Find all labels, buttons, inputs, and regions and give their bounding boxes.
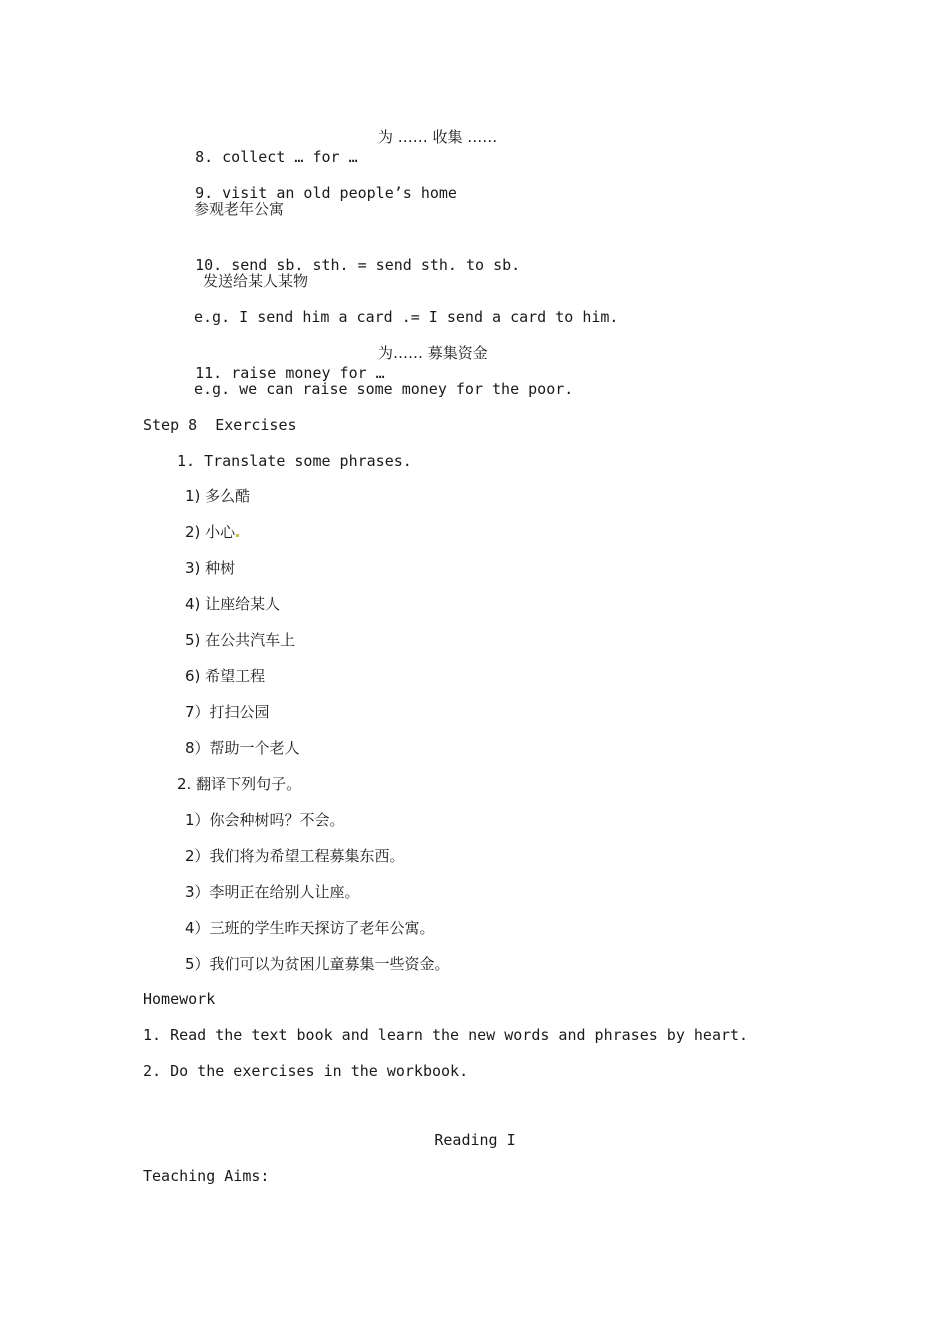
phrase-number: 8. xyxy=(195,148,214,166)
phrase-example: e.g. I send him a card .= I send a card to him. xyxy=(194,308,619,326)
phrase-english: raise money for … xyxy=(231,364,385,382)
exercise-item: 8）帮助一个老人 xyxy=(185,739,300,757)
homework-item: 1. Read the text book and learn the new words and phrases by heart. xyxy=(143,1026,749,1044)
phrase-10 xyxy=(177,235,520,275)
exercise-item: 6) 希望工程 xyxy=(185,667,266,685)
exercise-item: 5) 在公共汽车上 xyxy=(185,631,296,649)
phrase-number: 10. xyxy=(195,256,223,274)
sentence-item: 5）我们可以为贫困儿童募集一些资金。 xyxy=(185,955,450,973)
phrase-11 xyxy=(177,343,385,383)
phrase-english: collect … for … xyxy=(222,148,358,166)
exercise-item: 2) 小心 xyxy=(185,522,240,542)
exercise-item: 1) 多么酷 xyxy=(185,487,251,505)
exercise-1-title: 1. Translate some phrases. xyxy=(177,452,412,470)
phrase-chinese: 发送给某人某物 xyxy=(203,272,309,290)
phrase-9 xyxy=(177,163,457,203)
phrase-number: 9. xyxy=(195,184,214,202)
sentence-item: 1）你会种树吗？不会。 xyxy=(185,811,345,829)
exercise-item: 3) 种树 xyxy=(185,559,236,577)
phrase-chinese: 参观老年公寓 xyxy=(194,200,285,218)
phrase-english: send sb. sth. = send sth. to sb. xyxy=(231,256,521,274)
sentence-item: 2）我们将为希望工程募集东西。 xyxy=(185,847,405,865)
sentence-item: 4）三班的学生昨天探访了老年公寓。 xyxy=(185,919,435,937)
homework-item: 2. Do the exercises in the workbook. xyxy=(143,1062,469,1080)
phrase-english: visit an old people’s home xyxy=(222,184,457,202)
phrase-chinese: 为…… 募集资金 xyxy=(378,344,488,362)
teaching-aims-heading: Teaching Aims: xyxy=(143,1167,270,1185)
phrase-example: e.g. we can raise some money for the poor. xyxy=(194,380,574,398)
step-8-heading: Step 8 Exercises xyxy=(143,416,297,434)
phrase-number: 11. xyxy=(195,364,223,382)
homework-heading: Homework xyxy=(143,990,216,1008)
exercise-item: 4) 让座给某人 xyxy=(185,595,281,613)
phrase-8 xyxy=(177,127,358,167)
sentence-item: 3）李明正在给别人让座。 xyxy=(185,883,360,901)
reading-title: Reading I xyxy=(434,1131,516,1149)
phrase-chinese: 为 …… 收集 …… xyxy=(378,128,498,146)
exercise-2-title: 2. 翻译下列句子。 xyxy=(177,775,302,793)
exercise-item: 7）打扫公园 xyxy=(185,703,270,721)
